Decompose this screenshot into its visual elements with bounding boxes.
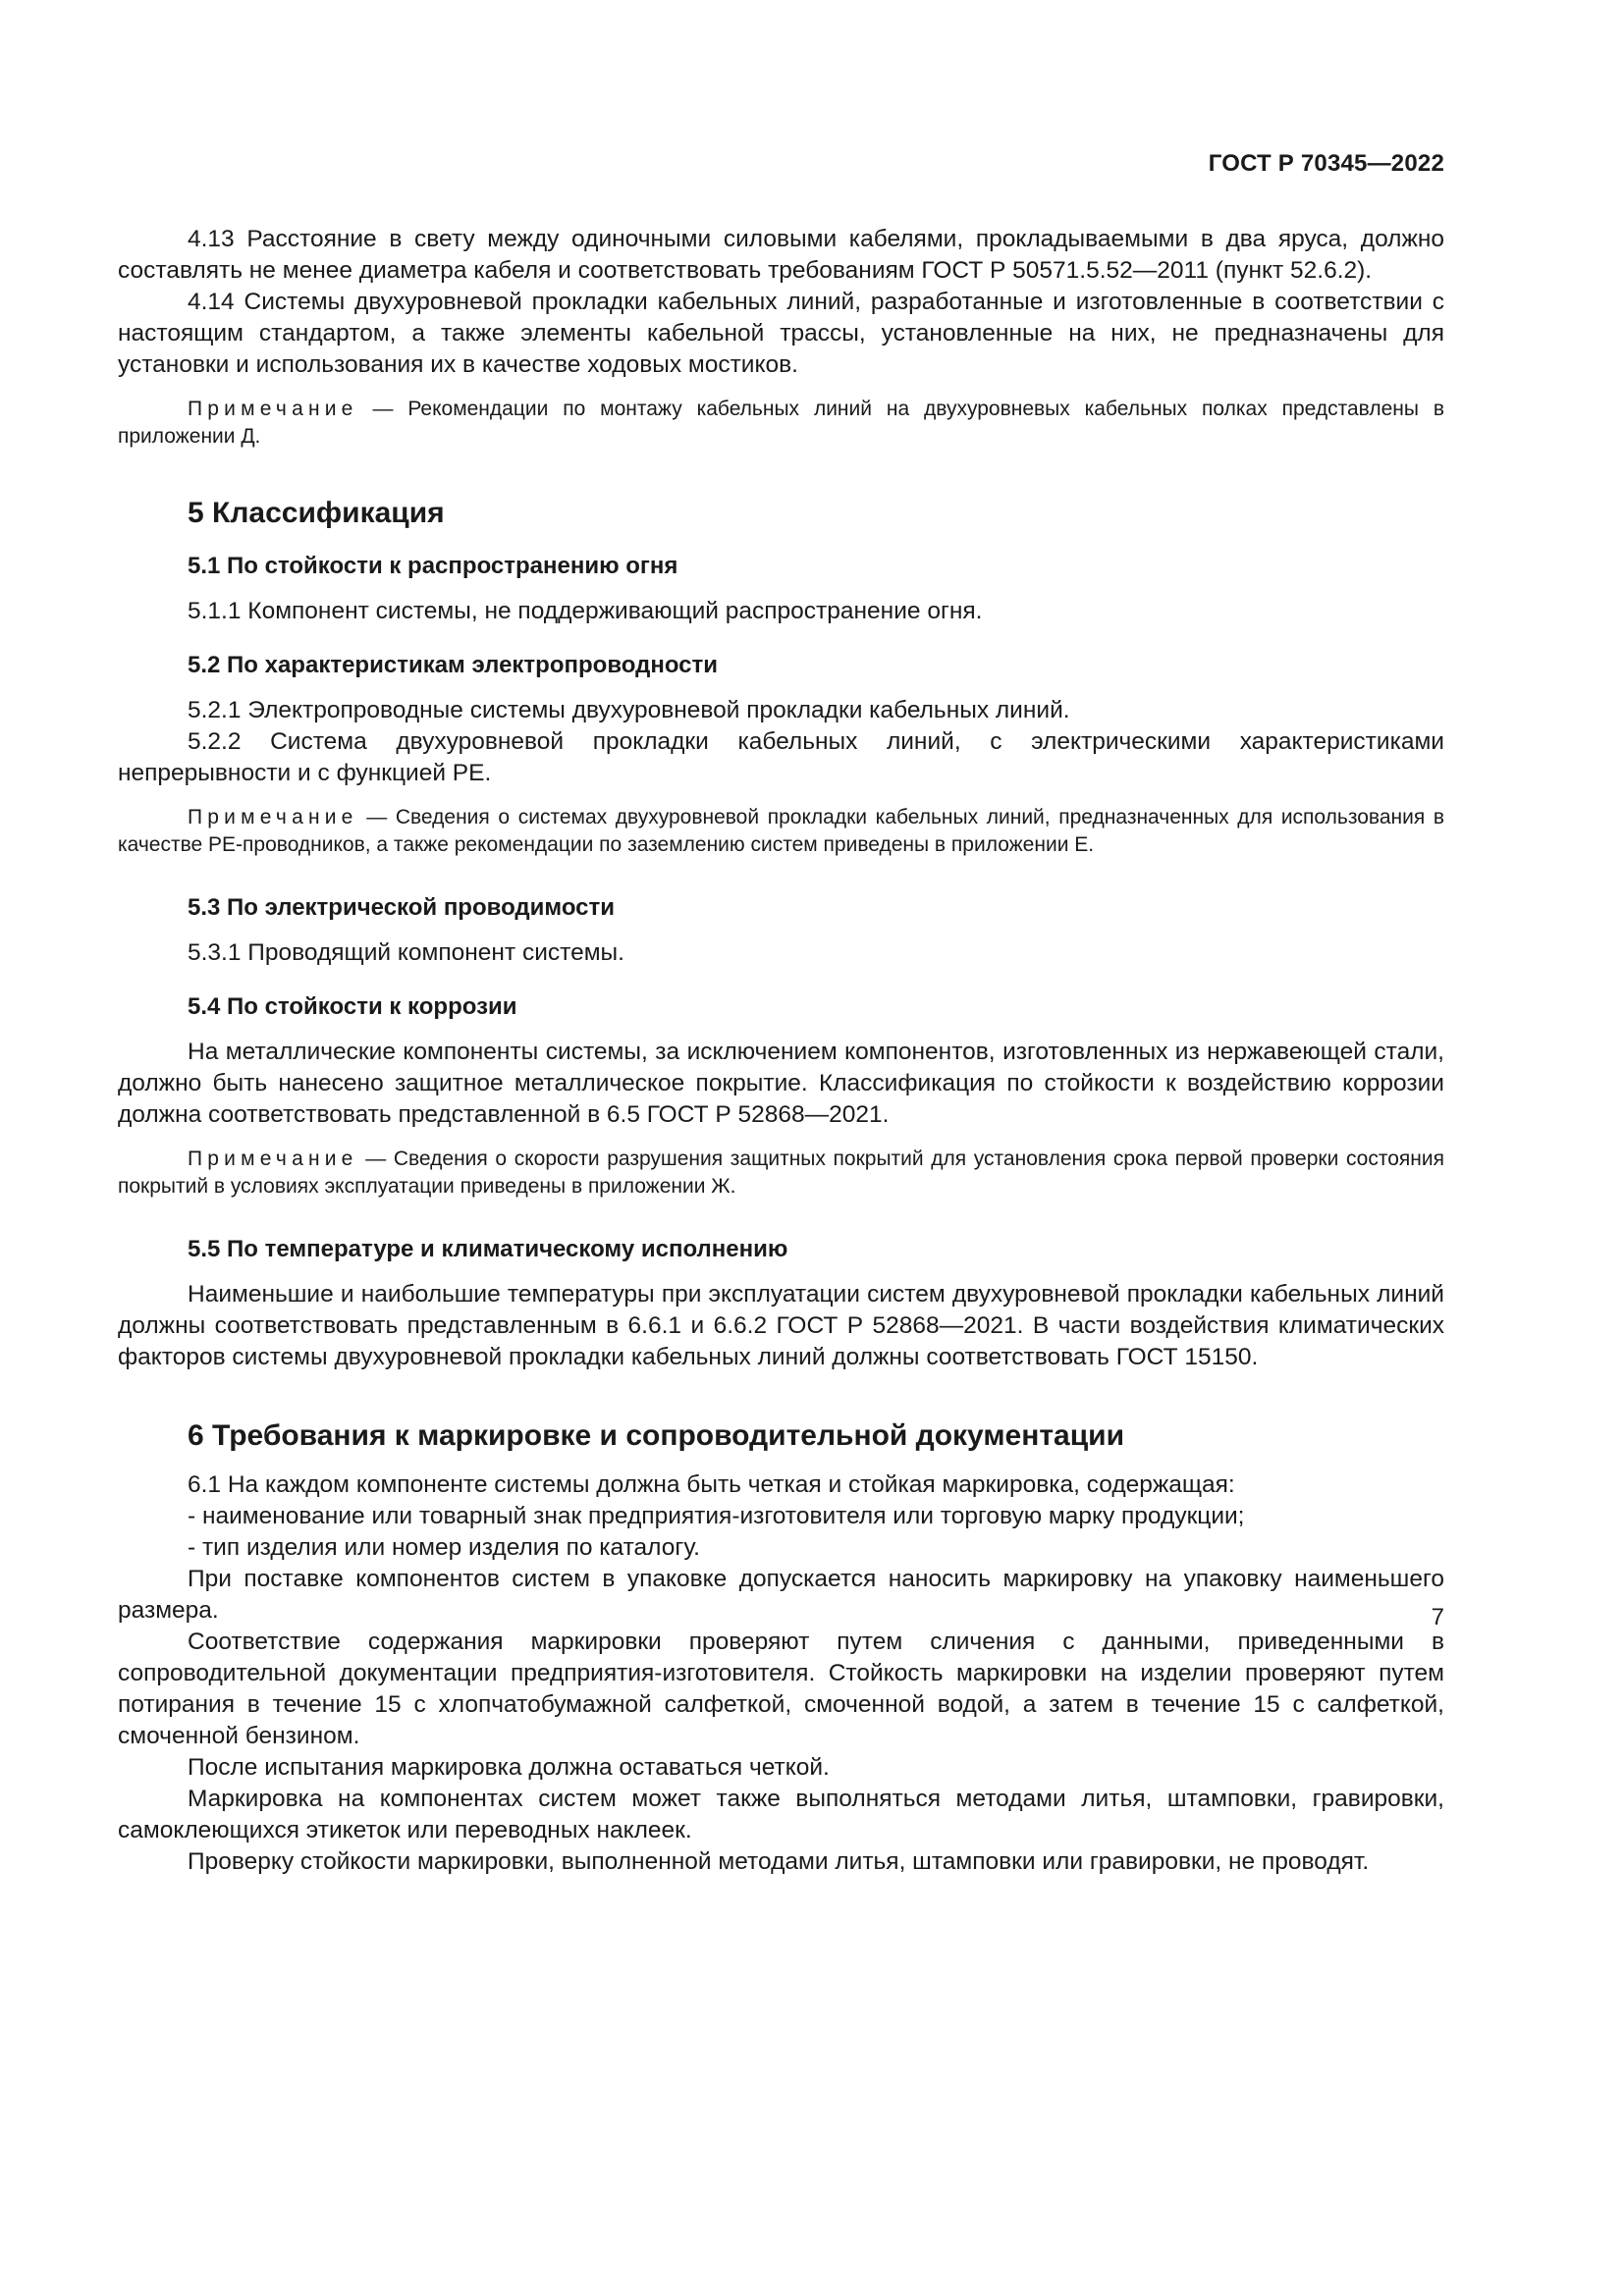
clause-5-4-text: На металлические компоненты системы, за исключением компонентов, изготовленных из нержавеющей стали, должно быть нанесено защитное металлическое покрытие. Классификация по стойкости к воздействию коррозии должна соответствовать представленной в 6.5 ГОСТ Р 52868—2021. bbox=[118, 1039, 1444, 1128]
note-text: — Сведения о системах двухуровневой прокладки кабельных линий, предназначенных для использования в качестве PE-проводников, а также рекомендации по заземлению систем приведены в приложении Е. bbox=[118, 806, 1444, 856]
clause-5-5-text: Наименьшие и наибольшие температуры при эксплуатации систем двухуровневой прокладки кабельных линий должны соответствовать представленным в 6.6.1 и 6.6.2 ГОСТ Р 52868—2021. В части воздействия климатических факторов системы двухуровневой прокладки кабельных линий должны соответствовать ГОСТ 15150. bbox=[118, 1281, 1444, 1370]
clause-5-1-1: 5.1.1 Компонент системы, не поддерживающий распространение огня. bbox=[188, 598, 983, 624]
subsection-5-5-heading: 5.5 По температуре и климатическому исполнению bbox=[188, 1236, 788, 1262]
section-6-heading: 6 Требования к маркировке и сопроводительной документации bbox=[188, 1419, 1125, 1452]
clause-4-14: 4.14 Системы двухуровневой прокладки кабельных линий, разработанные и изготовленные в соответствии с настоящим стандартом, а также элементы кабельной трассы, установленные на них, не предназначены для установки и использования их в качестве ходовых мостиков. bbox=[118, 289, 1444, 378]
paragraph: После испытания маркировка должна оставаться четкой. bbox=[188, 1754, 830, 1781]
note-label: Примечание bbox=[188, 1148, 358, 1170]
note-text: — Сведения о скорости разрушения защитных покрытий для установления срока первой проверки состояния покрытий в условиях эксплуатации приведены в приложении Ж. bbox=[118, 1148, 1444, 1198]
document-header: ГОСТ Р 70345—2022 bbox=[1208, 150, 1444, 177]
clause-6-1: 6.1 На каждом компоненте системы должна быть четкая и стойкая маркировка, содержащая: bbox=[188, 1471, 1235, 1498]
subsection-5-1-heading: 5.1 По стойкости к распространению огня bbox=[188, 553, 678, 579]
clause-5-2-1: 5.2.1 Электропроводные системы двухуровневой прокладки кабельных линий. bbox=[188, 697, 1070, 723]
list-item: - тип изделия или номер изделия по каталогу. bbox=[188, 1534, 700, 1561]
paragraph: При поставке компонентов систем в упаковке допускается наносить маркировку на упаковку наименьшего размера. bbox=[118, 1566, 1444, 1624]
subsection-5-4-heading: 5.4 По стойкости к коррозии bbox=[188, 993, 517, 1020]
clause-5-3-1: 5.3.1 Проводящий компонент системы. bbox=[188, 939, 624, 966]
clause-5-2-2: 5.2.2 Система двухуровневой прокладки кабельных линий, с электрическими характеристиками непрерывности и с функцией PE. bbox=[118, 728, 1444, 786]
list-item: - наименование или товарный знак предприятия-изготовителя или торговую марку продукции; bbox=[188, 1503, 1245, 1529]
section-5-heading: 5 Классификация bbox=[188, 497, 445, 529]
paragraph: Соответствие содержания маркировки проверяют путем сличения с данными, приведенными в сопроводительной документации предприятия-изготовителя. Стойкость маркировки на изделии проверяют путем потирания в течение 15 с хлопчатобумажной салфеткой, смоченной водой, а затем в течение 15 с салфеткой, смоченной бензином. bbox=[118, 1629, 1444, 1749]
note-3 bbox=[118, 1146, 1444, 1201]
note-label: Примечание bbox=[188, 806, 358, 828]
document-body bbox=[118, 224, 1444, 1878]
subsection-5-2-heading: 5.2 По характеристикам электропроводности bbox=[188, 652, 719, 678]
note-text: — Рекомендации по монтажу кабельных линий на двухуровневых кабельных полках представлены в приложении Д. bbox=[118, 398, 1444, 448]
subsection-5-3-heading: 5.3 По электрической проводимости bbox=[188, 894, 616, 921]
paragraph: Проверку стойкости маркировки, выполненной методами литья, штамповки или гравировки, не проводят. bbox=[188, 1848, 1370, 1875]
note-1 bbox=[118, 396, 1444, 451]
page-number: 7 bbox=[1431, 1604, 1444, 1630]
note-2 bbox=[118, 804, 1444, 859]
paragraph: Маркировка на компонентах систем может также выполняться методами литья, штамповки, гравировки, самоклеющихся этикеток или переводных наклеек. bbox=[118, 1786, 1444, 1843]
clause-4-13: 4.13 Расстояние в свету между одиночными силовыми кабелями, прокладываемыми в два яруса, должно составлять не менее диаметра кабеля и соответствовать требованиям ГОСТ Р 50571.5.52—2011 (пункт 52.6.2). bbox=[118, 226, 1444, 284]
note-label: Примечание bbox=[188, 398, 358, 420]
